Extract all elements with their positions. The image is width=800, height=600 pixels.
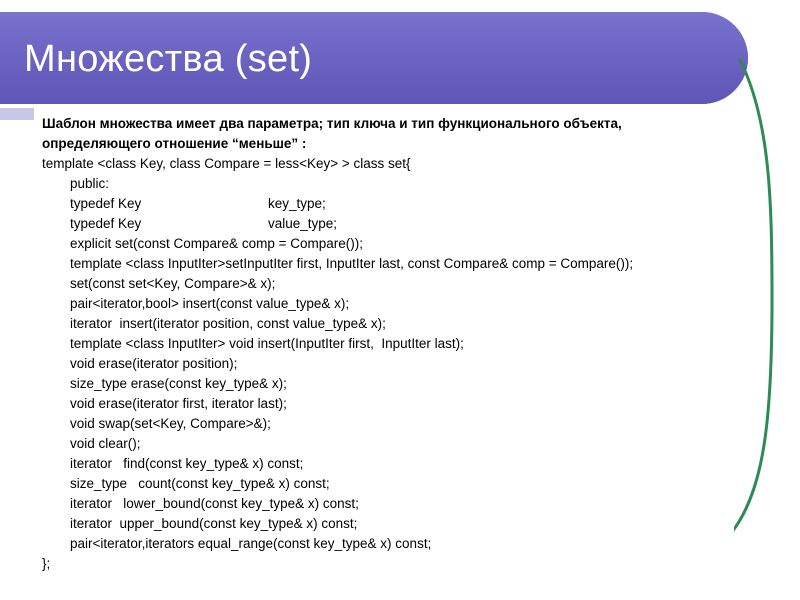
explicit-constructor: explicit set(const Compare& comp = Compare());	[70, 236, 363, 251]
intro-text: Шаблон множества имеет два параметра; тип ключа и тип функционального объекта, определяющего отношение “меньше” :	[42, 116, 622, 151]
typedef-key-1: typedef Key	[70, 196, 142, 211]
erase-position: void erase(iterator position);	[70, 356, 238, 371]
class-declaration: template <class Key, class Compare = less<Key> > class set{	[42, 156, 411, 171]
range-constructor	[42, 254, 732, 274]
public-label: public:	[70, 176, 110, 191]
find: iterator find(const key_type& x) const;	[70, 456, 304, 471]
copy-constructor: set(const set<Key, Compare>& x);	[70, 276, 276, 291]
count: size_type count(const key_type& x) const;	[70, 476, 330, 491]
accent-strip	[0, 108, 34, 120]
erase-range: void erase(iterator first, iterator last);	[70, 396, 287, 411]
typedef-value-type-line	[42, 214, 732, 234]
typedef-key-type: key_type;	[268, 196, 326, 211]
typedef-value-type: value_type;	[268, 216, 338, 231]
swap: void swap(set<Key, Compare>&);	[70, 416, 271, 431]
insert-range: template <class InputIter> void insert(InputIter first, InputIter last);	[70, 336, 464, 351]
erase-key: size_type erase(const key_type& x);	[70, 376, 287, 391]
class-close: };	[42, 556, 51, 571]
typedef-key-2: typedef Key	[70, 216, 142, 231]
content-box	[34, 104, 734, 596]
title-banner	[0, 12, 748, 104]
typedef-key-type-line	[42, 194, 732, 214]
insert-value: pair<iterator,bool> insert(const value_type& x);	[70, 296, 350, 311]
code-text	[42, 114, 732, 574]
slide-title: Множества (set)	[24, 38, 313, 80]
clear: void clear();	[70, 436, 141, 451]
insert-position: iterator insert(iterator position, const value_type& x);	[70, 316, 386, 331]
range-constructor-text: template <class InputIter>setInputIter first, InputIter last, const Compare& comp = Compare());	[70, 256, 634, 271]
upper-bound: iterator upper_bound(const key_type& x) const;	[70, 516, 358, 531]
equal-range: pair<iterator,iterators equal_range(const key_type& x) const;	[70, 536, 432, 551]
lower-bound: iterator lower_bound(const key_type& x) const;	[70, 496, 359, 511]
